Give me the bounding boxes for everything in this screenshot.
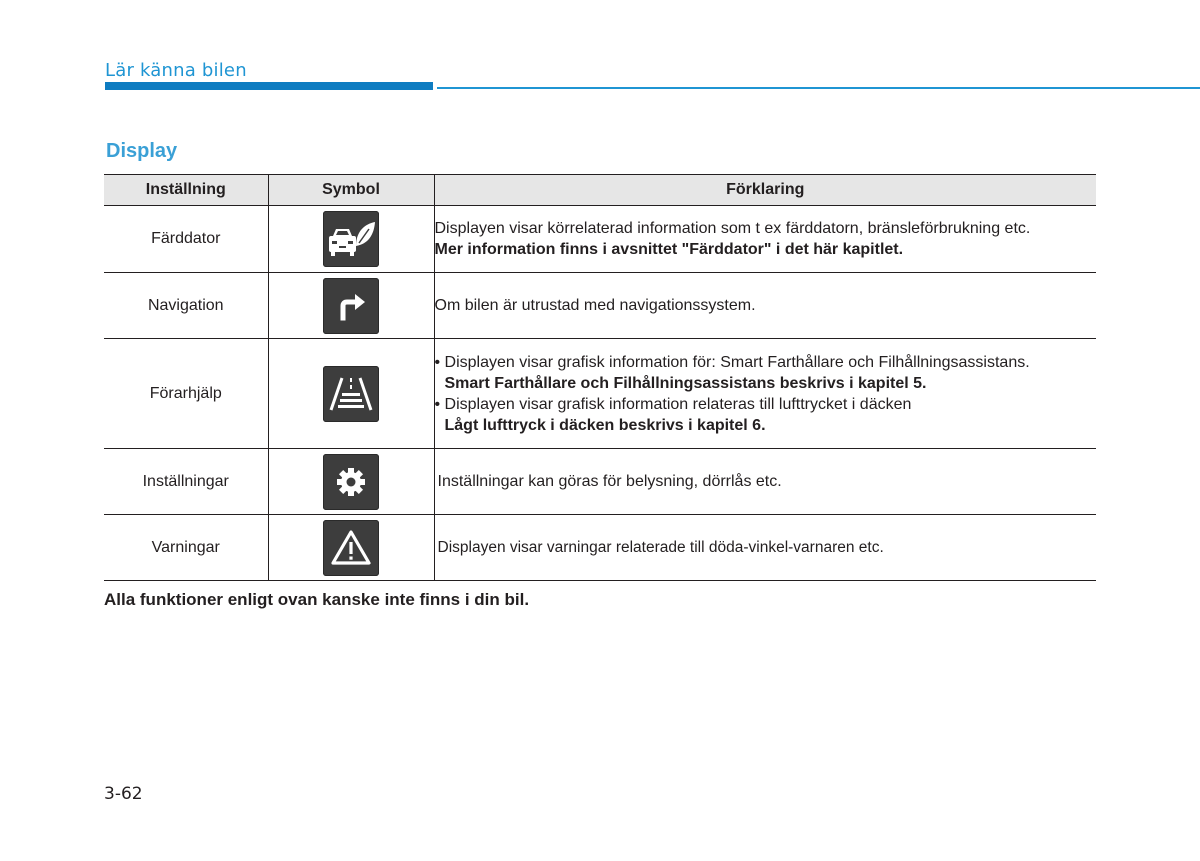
symbol-cell [268, 206, 434, 273]
column-header-setting: Inställning [104, 175, 268, 206]
header-rule-thin [437, 87, 1200, 89]
explanation-cell [434, 515, 1096, 581]
page-heading: Display [106, 140, 178, 162]
setting-cell: Inställningar [104, 449, 268, 515]
table-row [104, 339, 1096, 449]
explanation-cell [434, 206, 1096, 273]
explanation-bullet: • Displayen visar grafisk information relateras till lufttrycket i däcken [434, 395, 912, 413]
explanation-reference: Lågt lufttryck i däcken beskrivs i kapitel 6. [444, 416, 766, 434]
navigation-arrow-icon [323, 278, 379, 334]
page-number: 3-62 [104, 784, 143, 804]
header-rule-thick [105, 82, 433, 90]
explanation-reference: Smart Farthållare och Filhållningsassistans beskrivs i kapitel 5. [444, 374, 927, 392]
setting-cell: Navigation [104, 273, 268, 339]
table-row [104, 273, 1096, 339]
explanation-text: Om bilen är utrustad med navigationssystem. [434, 297, 756, 314]
availability-note: Alla funktioner enligt ovan kanske inte finns i din bil. [104, 590, 530, 609]
explanation-bullet: • Displayen visar grafisk information för: Smart Farthållare och Filhållningsassistans. [434, 353, 1030, 371]
symbol-cell [268, 515, 434, 581]
setting-cell: Färddator [104, 206, 268, 273]
lane-assist-icon [323, 366, 379, 422]
table-row [104, 206, 1096, 273]
explanation-text: Displayen visar varningar relaterade till döda-vinkel-varnaren etc. [437, 539, 884, 556]
column-header-explanation: Förklaring [434, 175, 1096, 206]
column-header-symbol: Symbol [268, 175, 434, 206]
explanation-cell [434, 339, 1096, 449]
explanation-text: Inställningar kan göras för belysning, dörrlås etc. [437, 473, 782, 490]
gear-icon [323, 454, 379, 510]
explanation-reference: Mer information finns i avsnittet "Färddator" i det här kapitlet. [434, 241, 904, 258]
trip-computer-icon [323, 211, 379, 267]
symbol-cell [268, 339, 434, 449]
symbol-cell [268, 449, 434, 515]
section-title: Lär känna bilen [105, 60, 247, 81]
display-settings-table [104, 174, 1096, 581]
symbol-cell [268, 273, 434, 339]
table-header-row [104, 175, 1096, 206]
table-row [104, 515, 1096, 581]
table-row [104, 449, 1096, 515]
explanation-cell [434, 273, 1096, 339]
setting-cell: Varningar [104, 515, 268, 581]
setting-cell: Förarhjälp [104, 339, 268, 449]
explanation-cell [434, 449, 1096, 515]
warning-triangle-icon [323, 520, 379, 576]
explanation-text: Displayen visar körrelaterad information som t ex färddatorn, bränsleförbrukning etc. [434, 220, 1031, 237]
